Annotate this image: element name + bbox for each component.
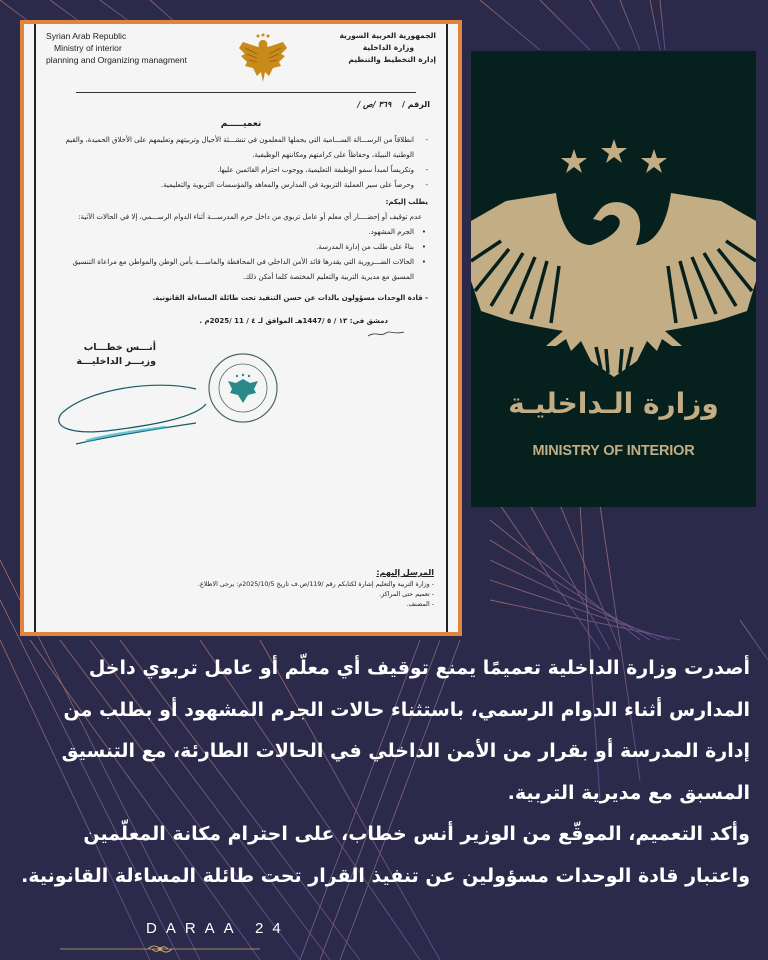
request-heading: يطلب إليكم: [385,198,428,206]
document-header [46,30,436,92]
document-title: تعميـــــم [220,119,262,129]
header-en-ministry: Ministry of interior [54,43,122,53]
header-divider [76,92,416,93]
intro-paragraph: - انطلاقاً من الرســـالة الســـامية التي يحملها المعلمون في تنشـــئة الأجيال وتربيتهم وتعليمهم على الأخلاق الحميدة، والقيم الوطنية النبيلة، وحفاظاً على كرامتهم ومكانتهم الوظيفية. [50,133,428,163]
golden-eagle-emblem-icon [235,32,291,84]
document-body [46,133,436,329]
number-value: ٣٦٩ /ص / [357,99,392,109]
header-ar-department: إدارة التخطيط والتنظيم [348,55,436,64]
signature-area [46,329,436,449]
news-caption [18,648,750,897]
recipient-item: - المصنف. [406,601,434,608]
document-paper [24,24,458,632]
minister-name: أنـــس خطـــاب [83,342,156,353]
case-item: • الجرم المشهود. [50,225,428,240]
brand-footer [60,920,290,937]
header-arabic [340,30,437,66]
header-en-department: planning and Organizing managment [46,55,187,65]
eagle-emblem-icon [471,121,756,381]
header-en-country: Syrian Arab Republic [46,31,127,41]
caption-paragraph-2: وأكد التعميم، الموقّع من الوزير أنس خطاب، على احترام مكانة المعلّمين واعتبار قادة الوحدات مسؤولين عن تنفيذ القرار تحت طائلة المساءلة القانونية. [21,823,750,887]
recipients-section [48,568,434,610]
document-date: دمشق في: ١٣ / ٥ /1447هـ الموافق لـ ٤ / 11 /2025م . [199,317,388,325]
logo-title-arabic: وزارة الـداخليـة [508,387,719,420]
ministry-logo-card [471,51,756,507]
recipient-item: - وزارة التربية والتعليم إشارة لكتابكم رقم /119/ص.ف تاريخ 2025/10/5م: يرجى الاطلاع. [197,581,434,588]
brand-name: DARAA 24 [146,920,290,937]
case-item: • بناءً على طلب من إدارة المدرسة. [50,240,428,255]
ornament-divider-icon [60,944,260,954]
request-text: عدم توقيف أو إحضــــار أي معلم أو عامل تربوي من داخل حرم المدرســـة أثناء الدوام الرســـمي، إلا في الحالات الآتية: [78,213,422,221]
number-label: الرقم / [402,100,430,109]
responsibility-statement: - قادة الوحدات مسؤولون بالذات عن حسن التنفيذ تحت طائلة المساءلة القانونية. [152,294,428,302]
intro-paragraph: - وتكريساً لمبدأ سمو الوظيفة التعليمية، ووجوب احترام القائمين عليها. [50,163,428,178]
handwritten-signature-icon [46,359,286,449]
recipient-item: - تعميم حتى المراكز. [379,591,434,598]
caption-paragraph-1: أصدرت وزارة الداخلية تعميمًا يمنع توقيف أي معلّم أو عامل تربوي داخل المدارس أثناء الدوام الرسمي، باستثناء حالات الجرم المشهود أو بطلب من إدارة المدرسة أو بقرار من الأمن الداخلي في الحالات الطارئة، مع التنسيق المسبق مع مديرية التربية. [61,657,750,804]
recipients-heading: المرسل إليهم: [376,568,434,577]
document-number [46,99,436,109]
header-english [46,30,187,66]
header-ar-country: الجمهورية العربية السورية [339,31,436,40]
initials-scribble-icon [366,327,406,339]
case-item: • الحالات الضـــرورية التي يقدرها قائد الأمن الداخلي في المحافظة والماســـة بأمن الوطن والمواطن مع مراعاة التنسيق المسبق مع مديرية التربية والتعليم المختصة كلما أمكن ذلك. [50,255,428,285]
logo-title-english: MINISTRY OF INTERIOR [532,443,695,459]
header-ar-ministry: وزارة الداخلية [362,43,414,52]
intro-paragraph: - وحرصاً على سير العملية التربوية في المدارس والمعاهد والمؤسسات التربوية والتعليمية. [50,178,428,193]
official-document-image [20,20,462,636]
minister-title: وزيـــر الداخليـــة [76,356,156,367]
